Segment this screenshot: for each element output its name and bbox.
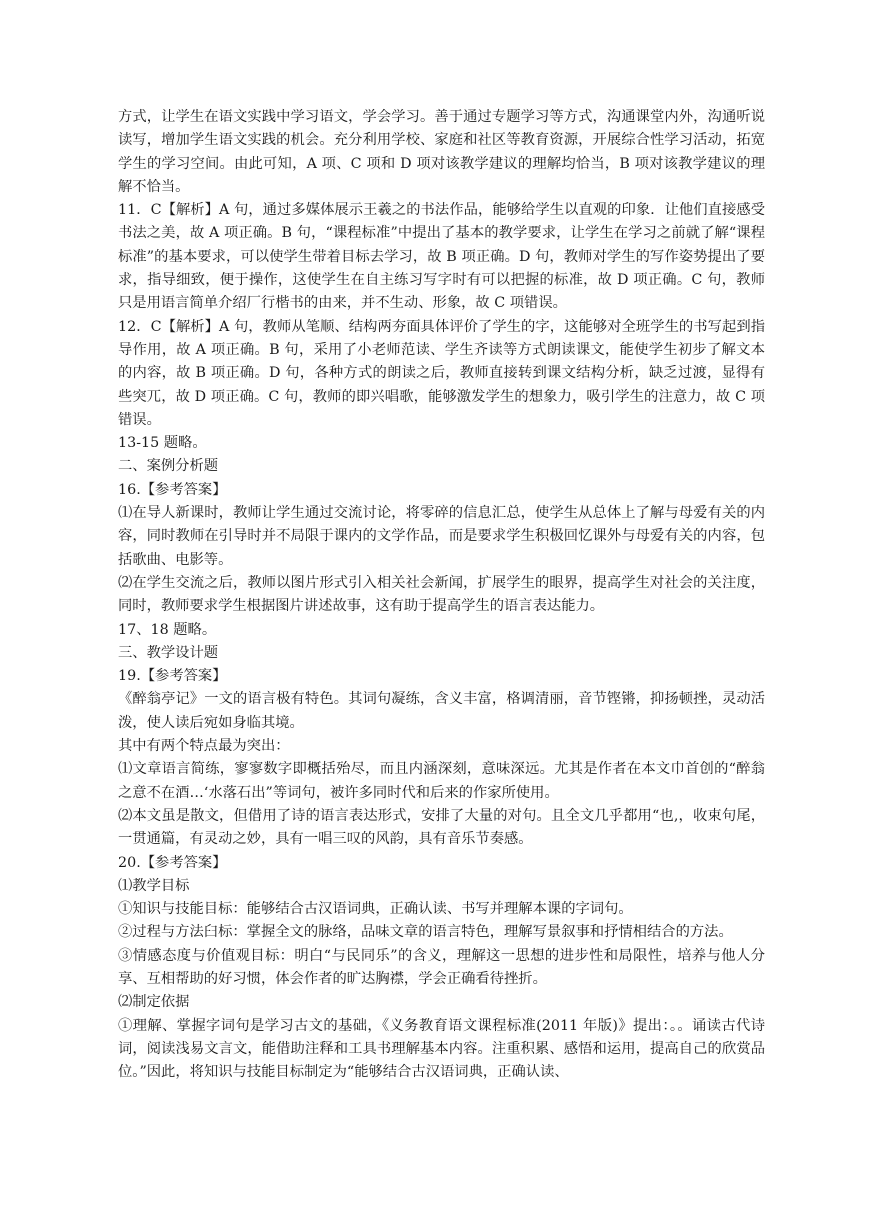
paragraph-answers-17-18-omitted: 17、18 题略。	[118, 621, 217, 638]
paragraph-answer-12: 12．C【解析】A 句，教师从笔顺、结构两夯面具体评价了学生的字，这能够对全班学生的书写起到指导作用，故 A 项正确。B 句，采用了小老师范读、学生齐读等方式朗读课文，能使学生初步了解文本的内容，故 B 项正确。D 句，各种方式的朗读之后，教师直接转到课文结构分析，缺乏过渡，显得有些突兀，故 D 项正确。C 句，教师的即兴唱歌，能够激发学生的想象力，吸引学生的注意力，故 C 项错误。	[118, 318, 765, 428]
basis-point-1: ①理解、掌握字词句是学习古文的基础，《义务教育语文课程标准(2011 年版)》提出：。。诵读古代诗词，阅读浅易文言文，能借助注释和工具书理解基本内容。注重积累、感悟和运用，提高自己的欣赏品位。”因此，将知识与技能目标制定为“能够结合古汉语词典，正确认读、	[118, 1017, 765, 1081]
answer-19-point-2: ⑵本文虽是散文，但借用了诗的语言表达形式，安排了大量的对句。且全文几乎都用“也,，收束句尾，一贯通篇，有灵动之妙，具有一唱三叹的风韵，具有音乐节奏感。	[118, 807, 765, 848]
answer-16-heading: 16.【参考答案】	[118, 481, 227, 498]
section-heading-teaching-design: 三、教学设计题	[118, 644, 219, 661]
paragraph-answers-13-15-omitted: 13-15 题略。	[118, 435, 207, 452]
answer-16-point-2: ⑵在学生交流之后，教师以图片形式引入相关社会新闻，扩展学生的眼界，提高学生对社会的关注度，同时，教师要求学生根据图片讲述故事，这有助于提高学生的语言表达能力。	[118, 574, 765, 615]
answer-19-heading: 19.【参考答案】	[118, 668, 227, 685]
answer-20-objectives-heading: ⑴教学目标	[118, 877, 190, 894]
answer-20-basis-heading: ⑵制定依据	[118, 994, 190, 1011]
objective-process-methods: ②过程与方法臼标：掌握全文的脉络，品味文章的语言特色，理解写景叙事和抒情相结合的方法。	[118, 924, 733, 941]
answer-19-point-1: ⑴文章语言简练，寥寥数字即概括殆尽，而且内涵深刻，意味深远。尤其是作者在本文巾首创的“醉翁之意不在酒…‘水落石出”等词句，被许多同时代和后来的作家所使用。	[118, 761, 765, 801]
answer-20-heading: 20.【参考答案】	[118, 854, 227, 871]
paragraph-answer-11: 11．C【解析】A 句，通过多媒体展示王羲之的书法作品，能够给学生以直观的印象．让他们直接感受书法之美，故 A 项正确。B 句，“课程标准”中提出了基本的教学要求，让学生在学习之前就了解“课程标准”的基本要求，可以使学生带着目标去学习，故 B 项正确。D 句，教师对学生的写作姿势提出了要求，指导细致，便于操作，这使学生在自主练习写字时有可以把握的标准，故 D 项正确。C 句，教师只是用语言简单介绍厂行楷书的由来，并不生动、形象，故 C 项错误。	[118, 202, 765, 312]
objective-attitude-values: ③情感态度与价值观目标：明白“与民同乐”的含义，理解这一思想的进步性和局限性，培养与他人分享、互相帮助的好习惯，体会作者的旷达胸襟，学会正确看待挫折。	[118, 947, 765, 987]
paragraph-bcs-item-10-explanation-end: 方式，让学生在语文实践中学习语文，学会学习。善于通过专题学习等方式，沟通课堂内外，沟通听说读写，增加学生语文实践的机会。充分利用学校、家庭和社区等教育资源，开展综合性学习活动，拓宽学生的学习空间。由此可知，A 项、C 项和 D 项对该教学建议的理解均恰当，B 项对该教学建议的理解不恰当。	[118, 109, 765, 195]
section-heading-case-analysis: 二、案例分析题	[118, 458, 219, 475]
answer-19-lead: 其中有两个特点最为突出：	[118, 738, 290, 755]
answer-16-point-1: ⑴在导人新课时，教师让学生通过交流讨论，将零碎的信息汇总，使学生从总体上了解与母爱有关的内容，同时教师在引导时并不局限于课内的文学作品，而是要求学生积极回忆课外与母爱有关的内容，包括歌曲、电影等。	[118, 505, 765, 568]
answer-19-intro: 《醉翁亭记》一文的语言极有特色。其词句凝练，含义丰富，格调清丽，音节铿锵，抑扬顿挫，灵动活泼，使人读后宛如身临其境。	[118, 691, 765, 731]
objective-knowledge-skills: ①知识与技能目标：能够结合古汉语词典，正确认读、书写并理解本课的字词句。	[118, 901, 633, 918]
